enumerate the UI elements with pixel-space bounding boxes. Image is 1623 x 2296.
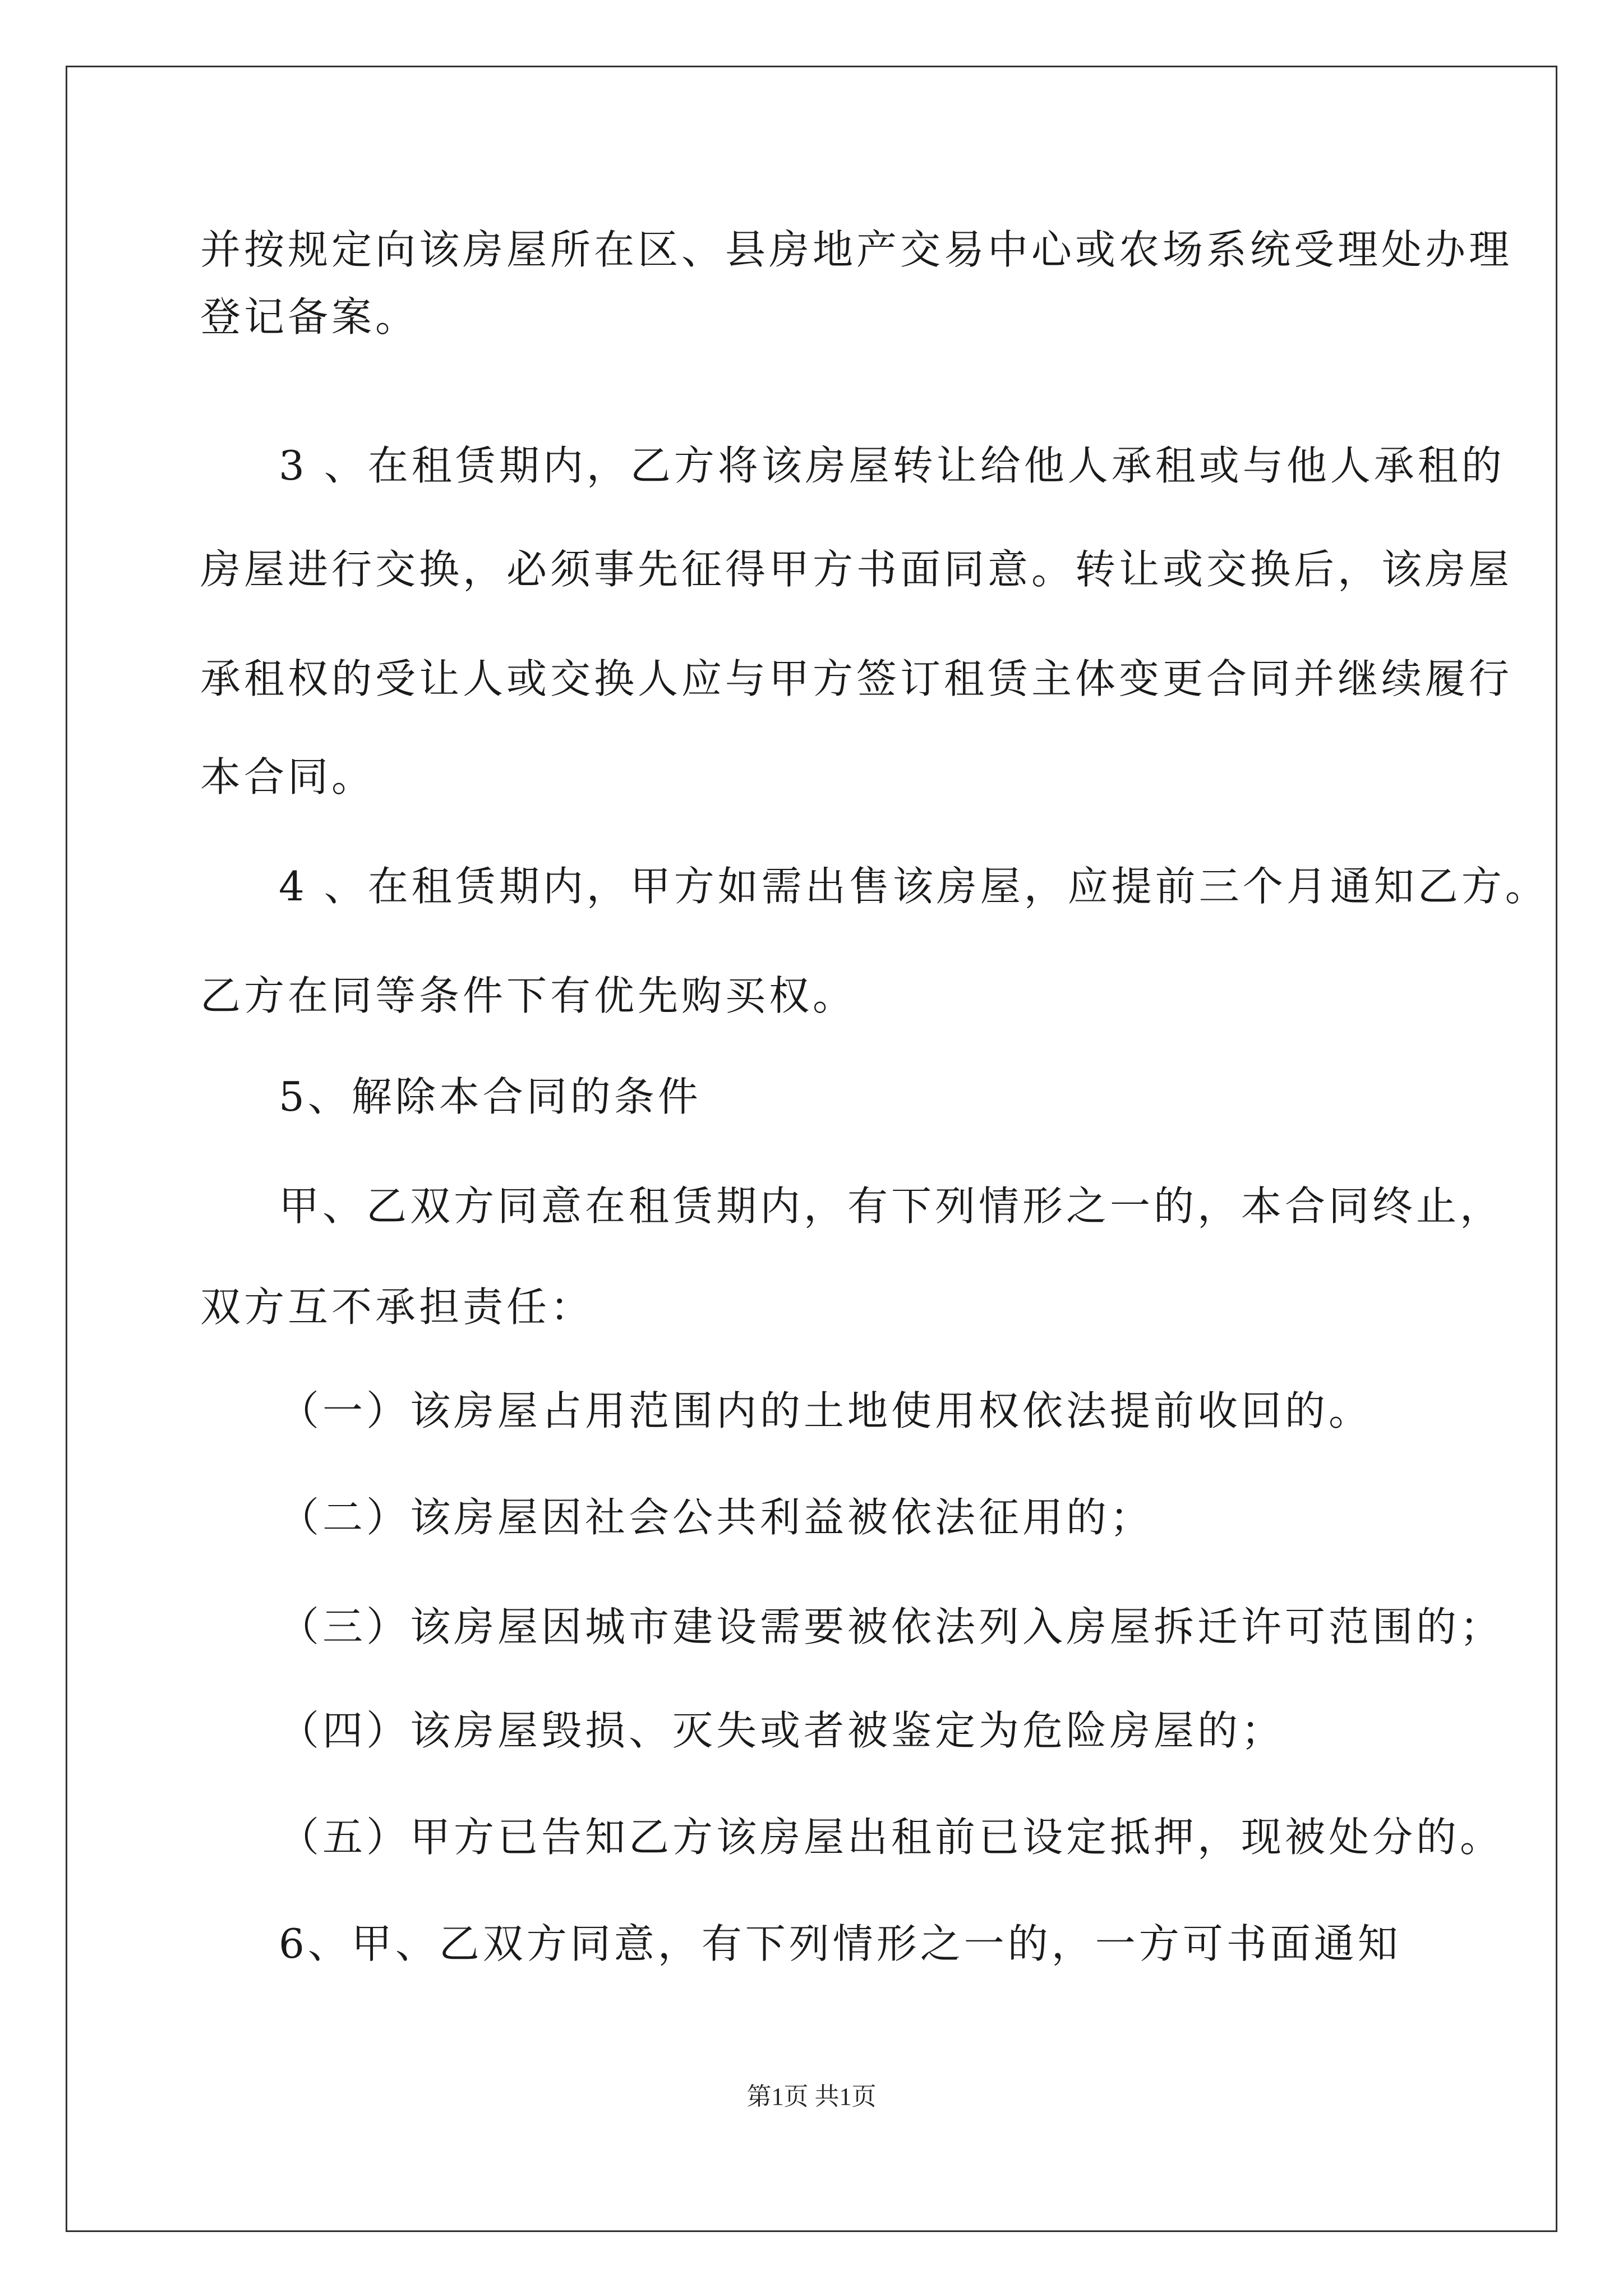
text-line: 并按规定向该房屋所在区、县房地产交易中心或农场系统受理处办理 — [200, 226, 1513, 273]
text-line: 双方互不承担责任： — [200, 1283, 594, 1331]
text-line: 承租权的受让人或交换人应与甲方签订租赁主体变更合同并继续履行 — [200, 655, 1513, 702]
text-line: （四）该房屋毁损、灭失或者被鉴定为危险房屋的； — [279, 1707, 1285, 1754]
text-line: （二）该房屋因社会公共利益被依法征用的； — [279, 1494, 1154, 1541]
text-line: 本合同。 — [200, 753, 376, 800]
text-line: 甲、乙双方同意在租赁期内，有下列情形之一的，本合同终止， — [279, 1182, 1504, 1230]
text-line: 6、甲、乙双方同意，有下列情形之一的，一方可书面通知 — [279, 1920, 1401, 1967]
text-line: （五）甲方已告知乙方该房屋出租前已设定抵押，现被处分的。 — [279, 1814, 1504, 1861]
text-line: （一）该房屋占用范围内的土地使用权依法提前收回的。 — [279, 1387, 1373, 1434]
text-line: 3 、在租赁期内，乙方将该房屋转让给他人承租或与他人承租的 — [279, 442, 1505, 489]
page-border — [66, 66, 1557, 2232]
text-line: 4 、在租赁期内，甲方如需出售该房屋，应提前三个月通知乙方。 — [279, 863, 1549, 910]
text-line: 5、解除本合同的条件 — [279, 1073, 702, 1120]
text-line: 房屋进行交换，必须事先征得甲方书面同意。转让或交换后，该房屋 — [200, 546, 1513, 593]
text-line: 乙方在同等条件下有优先购买权。 — [200, 972, 857, 1019]
text-line: （三）该房屋因城市建设需要被依法列入房屋拆迁许可范围的； — [279, 1603, 1504, 1650]
text-line: 登记备案。 — [200, 293, 419, 341]
page-footer: 第1页 共1页 — [746, 2083, 877, 2110]
